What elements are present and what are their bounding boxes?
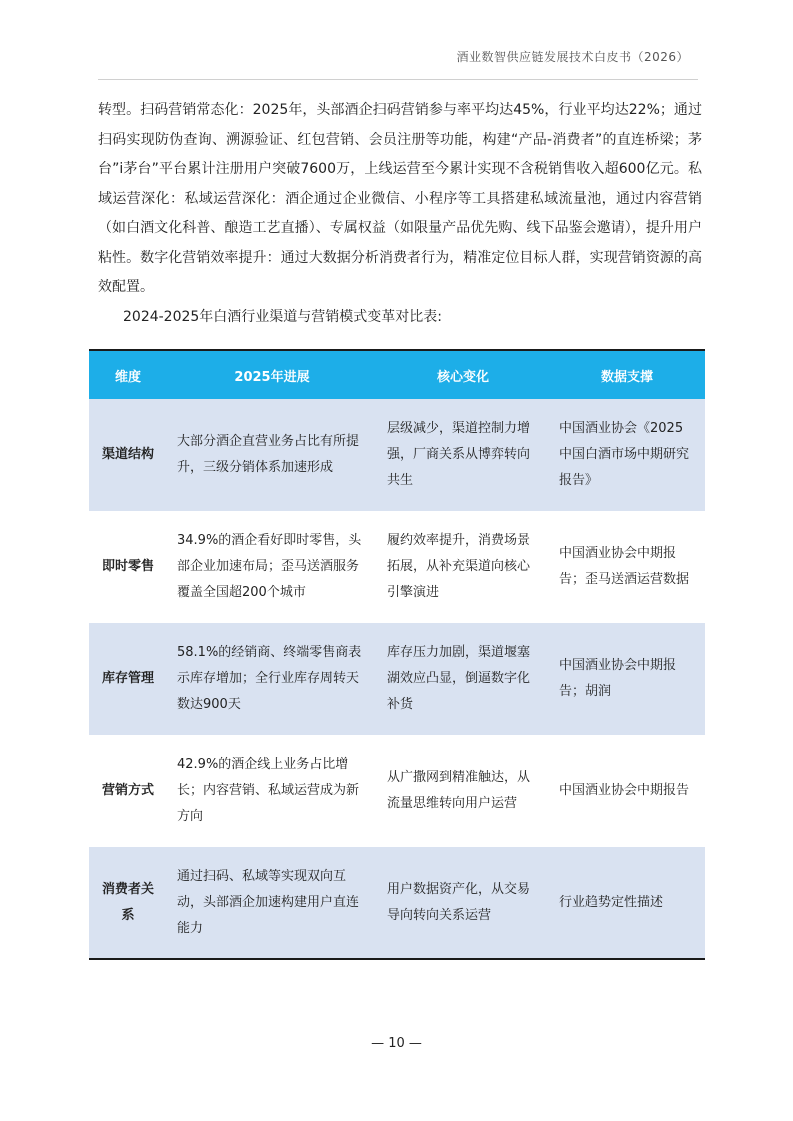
- row-progress: 58.1%的经销商、终端零售商表示库存增加；全行业库存周转天数达900天: [177, 645, 362, 712]
- row-dimension: 即时零售: [101, 559, 154, 574]
- row-core-change: 库存压力加剧，渠道堰塞湖效应凸显，倒逼数字化补货: [387, 645, 531, 712]
- table-header-row: [89, 350, 705, 399]
- row-data-support: 中国酒业协会中期报告；胡润: [559, 658, 677, 699]
- row-core-change: 用户数据资产化，从交易导向转向关系运营: [377, 847, 549, 959]
- row-progress: 通过扫码、私域等实现双向互动，头部酒企加速构建用户直连能力: [167, 847, 377, 959]
- table-row: [89, 399, 705, 511]
- body-paragraph-block: [98, 96, 702, 303]
- row-dimension: 库存管理: [101, 671, 154, 686]
- table-row: [89, 511, 705, 623]
- row-core-change: 层级减少，渠道控制力增强，厂商关系从博弈转向共生: [387, 421, 531, 488]
- body-paragraph: 转型。扫码营销常态化：2025年，头部酒企扫码营销参与率平均达45%，行业平均达22%；通过扫码实现防伪查询、溯源验证、红包营销、会员注册等功能，构建“产品-消费者”的直连桥梁；茅台”i茅台”平台累计注册用户突破7600万，上线运营至今累计实现不含税销售收入超600亿元。私域运营深化：私域运营深化：酒企通过企业微信、小程序等工具搭建私域流量池，通过内容营销（如白酒文化科普、酿造工艺直播）、专属权益（如限量产品优先购、线下品鉴会邀请），提升用户粘性。数字化营销效率提升：通过大数据分析消费者行为，精准定位目标人群，实现营销资源的高效配置。: [98, 102, 702, 295]
- header-divider: [98, 79, 698, 80]
- page-header-title: 酒业数智供应链发展技术白皮书（2026）: [456, 50, 689, 64]
- row-data-support: 中国酒业协会《2025中国白酒市场中期研究报告》: [559, 421, 690, 488]
- row-dimension: 渠道结构: [101, 447, 154, 462]
- header-core-change: 核心变化: [377, 350, 549, 399]
- page-number: — 10 —: [371, 1036, 422, 1051]
- row-progress: 42.9%的酒企线上业务占比增长；内容营销、私域运营成为新方向: [177, 757, 360, 824]
- row-data-support: 行业趋势定性描述: [549, 847, 705, 959]
- header-dimension: 维度: [89, 350, 167, 399]
- row-data-support: 中国酒业协会中期报告: [559, 783, 690, 798]
- table-row: [89, 623, 705, 735]
- row-data-support: 中国酒业协会中期报告；歪马送酒运营数据: [559, 546, 690, 587]
- table-row: [89, 735, 705, 847]
- row-dimension: 消费者关系: [89, 847, 167, 959]
- table-row: [89, 847, 705, 959]
- row-progress: 34.9%的酒企看好即时零售，头部企业加速布局；歪马送酒服务覆盖全国超200个城市: [177, 533, 362, 600]
- table-caption: 2024-2025年白酒行业渠道与营销模式变革对比表:: [123, 309, 443, 325]
- row-core-change: 履约效率提升，消费场景拓展，从补充渠道向核心引擎演进: [387, 533, 531, 600]
- header-progress: 2025年进展: [167, 350, 377, 399]
- header-data-support: 数据支撑: [549, 350, 705, 399]
- comparison-table: [89, 349, 705, 960]
- row-core-change: 从广撒网到精准触达，从流量思维转向用户运营: [387, 770, 531, 811]
- row-dimension: 营销方式: [101, 783, 154, 798]
- row-progress: 大部分酒企直营业务占比有所提升，三级分销体系加速形成: [177, 434, 360, 475]
